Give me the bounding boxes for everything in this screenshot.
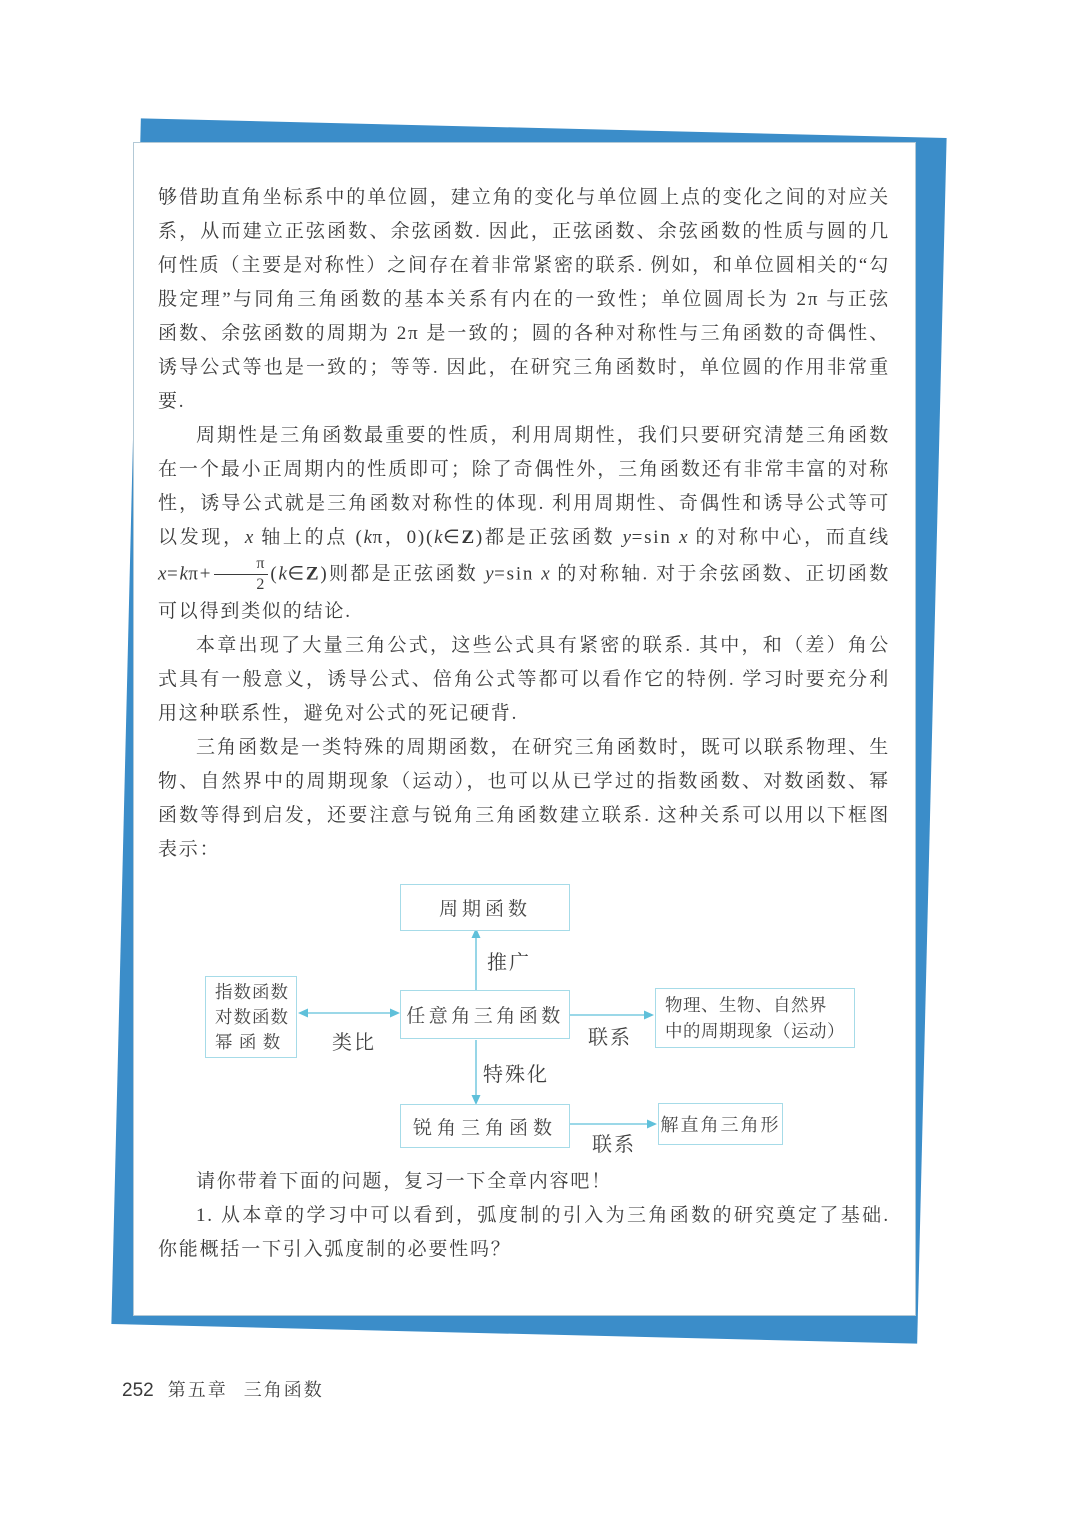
text-run: k xyxy=(363,527,373,548)
text-run: ∈ xyxy=(443,527,462,548)
text-run: =sin xyxy=(494,563,542,585)
text-run: π，0)( xyxy=(372,527,435,548)
paragraph xyxy=(158,181,890,419)
text-run: )都是正弦函数 xyxy=(475,527,623,548)
text-run: 轴上的点 ( xyxy=(253,527,364,548)
chapter-label: 第五章 xyxy=(167,1380,228,1400)
box-label: 周期函数 xyxy=(438,899,531,920)
text-run: y xyxy=(622,527,632,548)
box-acute-angle-trig xyxy=(400,1104,570,1148)
arrow-down-specialize-icon xyxy=(472,1040,481,1105)
box-label: 任意角三角函数 xyxy=(406,1006,564,1027)
text-run: 1. 从本章的学习中可以看到，弧度制的引入为三角函数的研究奠定了基础. 你能概括一下引入弧度制的必要性吗？ xyxy=(158,1205,890,1260)
paragraph xyxy=(158,629,890,731)
box-label-line: 中的周期现象（运动） xyxy=(665,1021,845,1041)
box-periodic-function xyxy=(400,884,570,931)
box-any-angle-trig xyxy=(400,990,570,1039)
body-text xyxy=(158,181,890,867)
box-solve-right-triangle xyxy=(658,1103,783,1145)
box-label-line: 对数函数 xyxy=(215,1006,289,1027)
text-run: y xyxy=(485,563,495,585)
textbook-page xyxy=(133,142,916,1316)
text-run: 三角函数是一类特殊的周期函数，在研究三角函数时，既可以联系物理、生物、自然界中的周期现象（运动），也可以从已学过的指数函数、对数函数、幂函数等得到启发，还要注意与锐角三角函数建立联系. 这种关系可以用以下框图表示： xyxy=(158,736,890,860)
concept-diagram xyxy=(158,875,890,1170)
fraction-numerator: π xyxy=(214,555,268,575)
text-run: Z xyxy=(305,563,321,585)
text-run: π+ xyxy=(188,563,213,585)
text-run: x xyxy=(244,527,254,548)
text-run: k xyxy=(278,563,288,585)
arrow-right-relate-icon xyxy=(570,1011,654,1020)
arrow-label-relate: 联系 xyxy=(588,1027,632,1049)
text-run: =sin xyxy=(631,527,680,548)
text-run: k xyxy=(434,527,444,548)
body-text-after-diagram xyxy=(158,1165,890,1267)
box-known-functions xyxy=(205,976,297,1058)
text-run: 的对称中心，而直线 xyxy=(688,527,890,548)
paragraph xyxy=(158,1199,890,1267)
paragraph xyxy=(158,731,890,867)
page-footer xyxy=(122,1376,324,1402)
text-run: x xyxy=(158,563,167,585)
text-run: 够借助直角坐标系中的单位圆，建立角的变化与单位圆上点的变化之间的对应关系，从而建立正弦函数、余弦函数. 因此，正弦函数、余弦函数的性质与圆的几何性质（主要是对称性）之间存在着非常紧密的联系. 例如，和单位圆相关的“勾股定理”与同角三角函数的基本关系有内在的一致性；单位圆周长为 2π 与正弦函数、余弦函数的周期为 2π 是一致的；圆的各种对称性与三角函数的奇偶性、诱导公式等也是一致的；等等. 因此，在研究三角函数时，单位圆的作用非常重要. xyxy=(158,187,890,412)
fraction-denominator: 2 xyxy=(256,576,265,594)
box-label-line: 物理、生物、自然界 xyxy=(665,995,827,1015)
arrow-up-generalize-icon xyxy=(472,928,481,991)
arrow-label-relate: 联系 xyxy=(592,1134,636,1156)
text-run: ∈ xyxy=(287,563,306,585)
box-label: 锐角三角函数 xyxy=(412,1117,557,1139)
chapter-title: 三角函数 xyxy=(243,1380,324,1400)
text-run: 周期性是三角函数最重要的性质，利用周期性，我们只要研究清楚三角函数在一个最小正周期内的性质即可；除了奇偶性外，三角函数还有非常丰富的对称性，诱导公式就是三角函数对称性的体现. 利用周期性、奇偶性和诱导公式等可以发现， xyxy=(158,425,890,548)
text-run: ( xyxy=(270,563,279,585)
text-run: Z xyxy=(461,527,476,548)
inline-fraction xyxy=(214,555,268,595)
text-run: = xyxy=(166,563,180,585)
box-label-line: 指数函数 xyxy=(215,981,289,1002)
text-run: x xyxy=(679,527,689,548)
box-label-line: 幂 函 数 xyxy=(215,1031,282,1052)
page-number: 252 xyxy=(122,1380,154,1401)
paragraph xyxy=(158,419,890,629)
text-run: 的对称轴. 对于余弦函数、正切函数可以得到类似的结论. xyxy=(158,563,890,622)
text-run: x xyxy=(541,563,551,585)
box-label: 解直角三角形 xyxy=(660,1115,781,1135)
paragraph xyxy=(158,1165,890,1199)
arrow-label-generalize: 推广 xyxy=(487,952,531,974)
text-run: 本章出现了大量三角公式，这些公式具有紧密的联系. 其中，和（差）角公式具有一般意义，诱导公式、倍角公式等都可以看作它的特例. 学习时要充分利用这种联系性，避免对公式的死记硬背. xyxy=(158,634,890,724)
box-periodic-phenomena xyxy=(655,988,855,1048)
text-run: )则都是正弦函数 xyxy=(320,563,486,585)
arrow-label-analogy: 类比 xyxy=(332,1032,376,1054)
text-run: 请你带着下面的问题，复习一下全章内容吧！ xyxy=(196,1171,613,1192)
text-run: k xyxy=(179,563,189,585)
arrow-double-analogy-icon xyxy=(298,1009,400,1018)
arrow-label-specialize: 特殊化 xyxy=(483,1064,549,1086)
